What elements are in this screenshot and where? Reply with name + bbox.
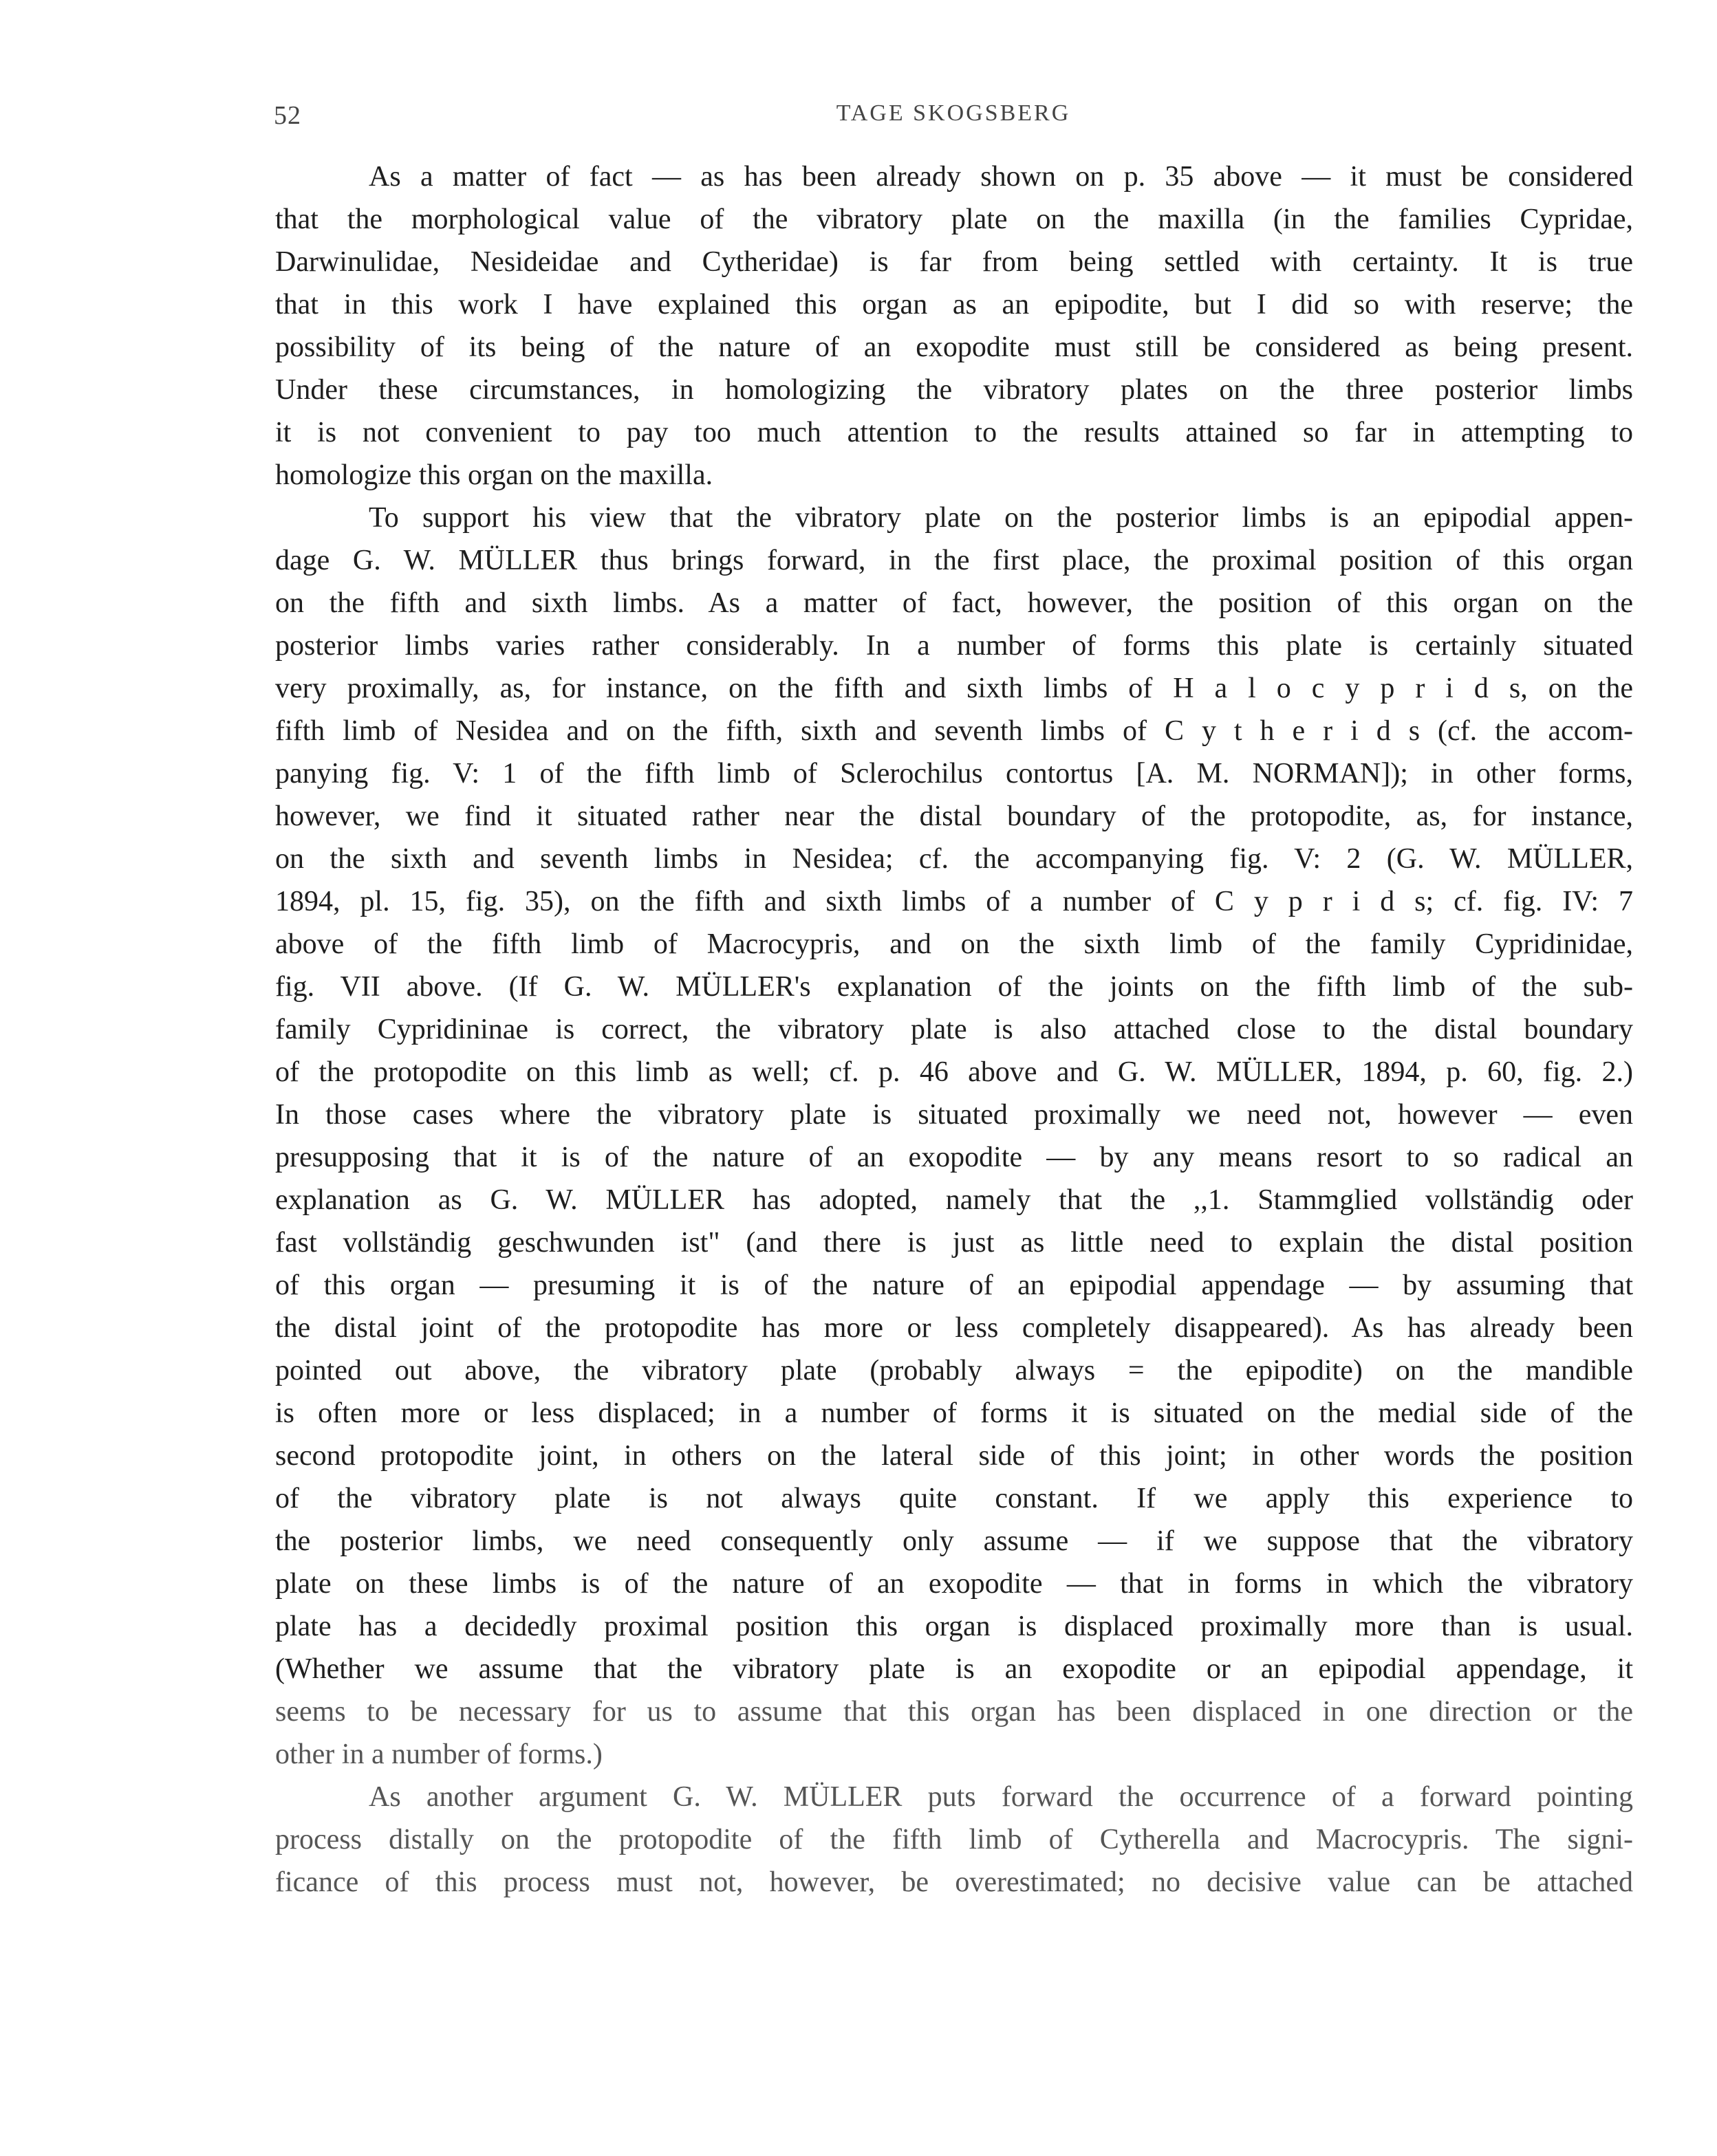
- text-line: fig. VII above. (If G. W. MÜLLER's explanation of the joints on the fifth limb of the sub-: [275, 971, 1633, 1003]
- text-line: of the vibratory plate is not always quite constant. If we apply this experience to: [275, 1483, 1633, 1514]
- text-line: very proximally, as, for instance, on the fifth and sixth limbs of H a l o c y p r i d s, on the: [275, 673, 1633, 704]
- text-line: that in this work I have explained this organ as an epipodite, but I did so with reserve; the: [275, 289, 1633, 320]
- text-line: family Cypridininae is correct, the vibratory plate is also attached close to the distal boundary: [275, 1014, 1633, 1045]
- text-line: that the morphological value of the vibratory plate on the maxilla (in the families Cypridae,: [275, 204, 1633, 235]
- text-line: homologize this organ on the maxilla.: [275, 459, 713, 491]
- text-line: possibility of its being of the nature of an exopodite must still be considered as being present.: [275, 331, 1633, 363]
- text-line: As a matter of fact — as has been already shown on p. 35 above — it must be considered: [369, 161, 1633, 193]
- text-line: To support his view that the vibratory plate on the posterior limbs is an epipodial appen-: [369, 502, 1633, 534]
- text-line: explanation as G. W. MÜLLER has adopted, namely that the ,,1. Stammglied vollständig oder: [275, 1184, 1633, 1216]
- text-line: other in a number of forms.): [275, 1739, 603, 1770]
- text-line: of this organ — presuming it is of the nature of an epipodial appendage — by assuming that: [275, 1270, 1633, 1301]
- page-header: [274, 100, 1633, 142]
- text-line: the distal joint of the protopodite has more or less completely disappeared). As has already been: [275, 1312, 1633, 1344]
- text-line: panying fig. V: 1 of the fifth limb of Sclerochilus contortus [A. M. NORMAN]); in other forms,: [275, 758, 1633, 790]
- body-text: [275, 155, 1633, 1904]
- running-head: TAGE SKOGSBERG: [836, 100, 1071, 126]
- text-line: dage G. W. MÜLLER thus brings forward, in the first place, the proximal position of this organ: [275, 545, 1633, 576]
- text-line: on the sixth and seventh limbs in Nesidea; cf. the accompanying fig. V: 2 (G. W. MÜLLER,: [275, 843, 1633, 875]
- text-line: Under these circumstances, in homologizing the vibratory plates on the three posterior limbs: [275, 374, 1633, 406]
- text-line: seems to be necessary for us to assume that this organ has been displaced in one direction or the: [275, 1696, 1633, 1728]
- text-line: on the fifth and sixth limbs. As a matter of fact, however, the position of this organ on the: [275, 587, 1633, 619]
- text-line: of the protopodite on this limb as well; cf. p. 46 above and G. W. MÜLLER, 1894, p. 60, fig. 2.): [275, 1056, 1633, 1088]
- text-line: however, we find it situated rather near the distal boundary of the protopodite, as, for instance,: [275, 801, 1633, 832]
- text-line: ficance of this process must not, however, be overestimated; no decisive value can be attached: [275, 1866, 1633, 1898]
- text-line: the posterior limbs, we need consequently only assume — if we suppose that the vibratory: [275, 1525, 1633, 1557]
- text-line: presupposing that it is of the nature of an exopodite — by any means resort to so radical an: [275, 1142, 1633, 1173]
- text-line: second protopodite joint, in others on the lateral side of this joint; in other words the position: [275, 1440, 1633, 1472]
- text-line: above of the fifth limb of Macrocypris, and on the sixth limb of the family Cypridinidae,: [275, 928, 1633, 960]
- text-line: pointed out above, the vibratory plate (probably always = the epipodite) on the mandible: [275, 1355, 1633, 1386]
- text-line: posterior limbs varies rather considerably. In a number of forms this plate is certainly situated: [275, 630, 1633, 662]
- text-line: Darwinulidae, Nesideidae and Cytheridae) is far from being settled with certainty. It is true: [275, 246, 1633, 278]
- text-line: is often more or less displaced; in a number of forms it is situated on the medial side of the: [275, 1397, 1633, 1429]
- text-line: 1894, pl. 15, fig. 35), on the fifth and sixth limbs of a number of C y p r i d s; cf. fig. IV: 7: [275, 886, 1633, 917]
- text-line: plate has a decidedly proximal position this organ is displaced proximally more than is usual.: [275, 1611, 1633, 1642]
- text-line: plate on these limbs is of the nature of an exopodite — that in forms in which the vibratory: [275, 1568, 1633, 1600]
- text-line: fifth limb of Nesidea and on the fifth, sixth and seventh limbs of C y t h e r i d s (cf. the accom-: [275, 715, 1633, 747]
- text-line: As another argument G. W. MÜLLER puts forward the occurrence of a forward pointing: [369, 1781, 1633, 1813]
- text-line: (Whether we assume that the vibratory plate is an exopodite or an epipodial appendage, it: [275, 1653, 1633, 1685]
- text-line: fast vollständig geschwunden ist" (and there is just as little need to explain the distal position: [275, 1227, 1633, 1259]
- text-line: it is not convenient to pay too much attention to the results attained so far in attempting to: [275, 417, 1633, 448]
- page-number: 52: [274, 101, 301, 130]
- text-line: process distally on the protopodite of the fifth limb of Cytherella and Macrocypris. The signi-: [275, 1824, 1633, 1855]
- text-line: In those cases where the vibratory plate is situated proximally we need not, however — even: [275, 1099, 1633, 1131]
